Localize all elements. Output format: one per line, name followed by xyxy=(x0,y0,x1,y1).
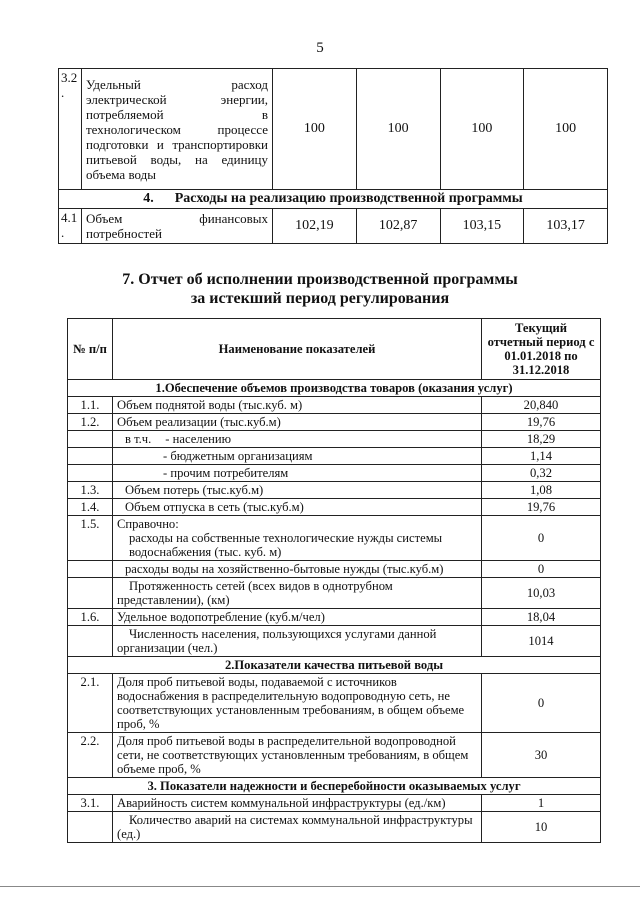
row-value: 18,29 xyxy=(482,431,601,448)
top-table xyxy=(58,68,608,244)
row-value: 19,76 xyxy=(482,499,601,516)
row-name: Доля проб питьевой воды, подаваемой с источников водоснабжения в распределительную водопроводную сеть, не соответствующих установленным требованиям, в общем объеме проб, % xyxy=(113,674,482,733)
row-number: 3.1. xyxy=(68,795,113,812)
row-number: 1.2. xyxy=(68,414,113,431)
row-number: 2.2. xyxy=(68,733,113,778)
row-value: 1 xyxy=(482,795,601,812)
row-number: 1.1. xyxy=(68,397,113,414)
row-name: расходы воды на хозяйственно-бытовые нужды (тыс.куб.м) xyxy=(113,561,482,578)
section-row xyxy=(68,778,601,795)
table-row xyxy=(68,516,601,561)
row-name: Объем поднятой воды (тыс.куб. м) xyxy=(113,397,482,414)
value-cell: 100 xyxy=(356,69,440,190)
row-value: 10,03 xyxy=(482,578,601,609)
section-title: 3. Показатели надежности и бесперебойности оказываемых услуг xyxy=(68,778,601,795)
row-name: Количество аварий на системах коммунальной инфраструктуры (ед.) xyxy=(113,812,482,843)
row-number xyxy=(68,626,113,657)
row-number xyxy=(68,578,113,609)
row-value: 30 xyxy=(482,733,601,778)
table-row xyxy=(59,69,608,190)
row-number: 1.6. xyxy=(68,609,113,626)
header-period: Текущий отчетный период с 01.01.2018 по 31.12.2018 xyxy=(482,319,601,380)
section-title: 1.Обеспечение объемов производства товаров (оказания услуг) xyxy=(68,380,601,397)
row-value: 20,840 xyxy=(482,397,601,414)
header-name: Наименование показателей xyxy=(113,319,482,380)
header-num: № п/п xyxy=(68,319,113,380)
value-cell: 100 xyxy=(524,69,608,190)
row-value: 18,04 xyxy=(482,609,601,626)
row-name: Протяженность сетей (всех видов в однотрубном представлении), (км) xyxy=(113,578,482,609)
row-name: Объем отпуска в сеть (тыс.куб.м) xyxy=(113,499,482,516)
report-table xyxy=(67,318,601,843)
row-value: 1014 xyxy=(482,626,601,657)
table-row xyxy=(68,578,601,609)
row-name: Справочно: расходы на собственные технологические нужды системы водоснабжения (тыс. куб. м) xyxy=(113,516,482,561)
table-row xyxy=(68,812,601,843)
row-name: Численность населения, пользующихся услугами данной организации (чел.) xyxy=(113,626,482,657)
page-number: 5 xyxy=(316,40,324,56)
row-value: 0 xyxy=(482,561,601,578)
row-name: - бюджетным организациям xyxy=(113,448,482,465)
row-name: в т.ч. - населению xyxy=(113,431,482,448)
row-name: Аварийность систем коммунальной инфраструктуры (ед./км) xyxy=(113,795,482,812)
table-row xyxy=(68,499,601,516)
table-row xyxy=(68,609,601,626)
row-value: 1,14 xyxy=(482,448,601,465)
row-name: Объем реализации (тыс.куб.м) xyxy=(113,414,482,431)
table-row xyxy=(59,209,608,244)
table-row xyxy=(68,733,601,778)
row-value: 0,32 xyxy=(482,465,601,482)
row-number xyxy=(68,812,113,843)
row-number xyxy=(68,431,113,448)
row-number: 3.2 . xyxy=(59,69,82,190)
row-value: 10 xyxy=(482,812,601,843)
row-prefix: в т.ч. xyxy=(125,432,152,446)
row-value: 19,76 xyxy=(482,414,601,431)
row-label: Справочно: xyxy=(117,517,179,531)
header-row xyxy=(68,319,601,380)
row-value: 1,08 xyxy=(482,482,601,499)
row-name: Доля проб питьевой воды в распределительной водопроводной сети, не соответствующих установленным требованиям, в общем объеме проб, % xyxy=(113,733,482,778)
row-name: Объем финансовых потребностей xyxy=(82,209,273,244)
section-row xyxy=(59,190,608,209)
row-number: 4.1 . xyxy=(59,209,82,244)
table-row xyxy=(68,561,601,578)
row-value: 0 xyxy=(482,674,601,733)
row-number: 1.4. xyxy=(68,499,113,516)
table-row xyxy=(68,465,601,482)
row-number xyxy=(68,561,113,578)
value-cell: 102,19 xyxy=(273,209,357,244)
value-cell: 100 xyxy=(273,69,357,190)
table-row xyxy=(68,431,601,448)
table-row xyxy=(68,397,601,414)
section-row xyxy=(68,657,601,674)
row-number xyxy=(68,465,113,482)
table-row xyxy=(68,448,601,465)
value-cell: 103,15 xyxy=(440,209,524,244)
row-number: 1.5. xyxy=(68,516,113,561)
row-number xyxy=(68,448,113,465)
row-name: Удельное водопотребление (куб.м/чел) xyxy=(113,609,482,626)
value-cell: 100 xyxy=(440,69,524,190)
table-row xyxy=(68,414,601,431)
row-name: Объем потерь (тыс.куб.м) xyxy=(113,482,482,499)
row-name: Удельный расход электрической энергии, потребляемой в технологическом процессе подготовки и транспортировки питьевой воды, на единицу объема воды xyxy=(82,69,273,190)
row-number: 2.1. xyxy=(68,674,113,733)
row-name: - прочим потребителям xyxy=(113,465,482,482)
section-heading: 7. Отчет об исполнении производственной программы за истекший период регулирования xyxy=(122,271,518,307)
table-row xyxy=(68,626,601,657)
page-edge xyxy=(0,886,640,887)
value-cell: 103,17 xyxy=(524,209,608,244)
table-row xyxy=(68,674,601,733)
value-cell: 102,87 xyxy=(356,209,440,244)
row-value: 0 xyxy=(482,516,601,561)
section-title: 2.Показатели качества питьевой воды xyxy=(68,657,601,674)
table-row xyxy=(68,482,601,499)
section-row xyxy=(68,380,601,397)
row-number: 1.3. xyxy=(68,482,113,499)
table-row xyxy=(68,795,601,812)
section-title: 4. Расходы на реализацию производственной программы xyxy=(59,190,608,209)
